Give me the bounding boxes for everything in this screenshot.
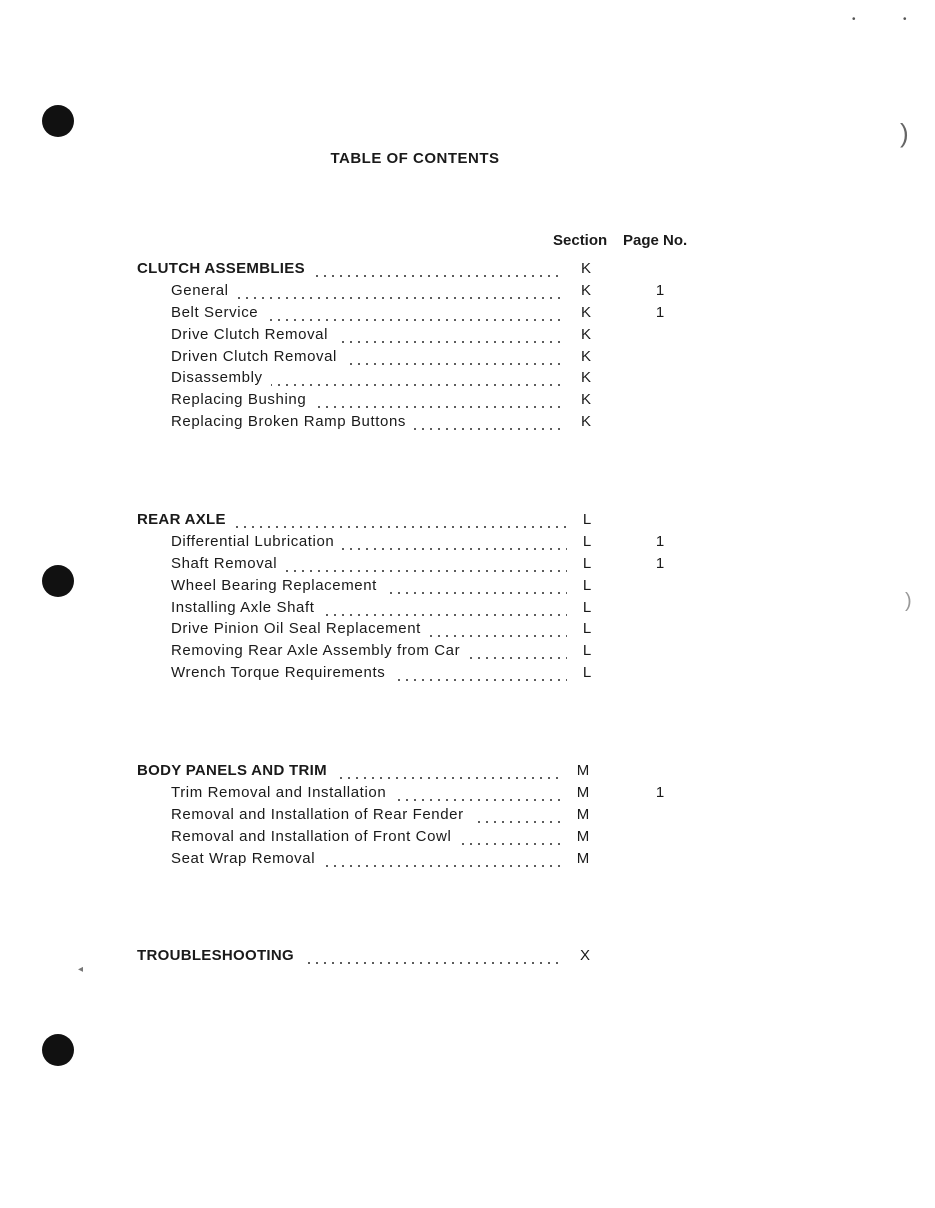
scan-mark: ) xyxy=(900,118,909,148)
toc-entry-label: Disassembly xyxy=(171,369,271,386)
toc-entry-label: Differential Lubrication xyxy=(171,533,342,550)
toc-heading xyxy=(0,945,935,967)
toc-group-rear-axle xyxy=(0,509,935,684)
toc-entry-label: Removal and Installation of Rear Fender xyxy=(171,806,472,823)
toc-entry xyxy=(0,367,935,389)
toc-section: K xyxy=(580,413,591,431)
toc-page: 1 xyxy=(655,554,665,572)
toc-section: L xyxy=(582,576,592,594)
toc-entry xyxy=(0,848,935,870)
toc-heading xyxy=(0,760,935,782)
toc-heading-label: TROUBLESHOOTING xyxy=(137,947,302,964)
toc-section: K xyxy=(580,347,591,365)
toc-section: L xyxy=(582,532,592,550)
toc-section: L xyxy=(582,664,592,682)
column-header-page: Page No. xyxy=(623,232,688,249)
toc-entry xyxy=(0,411,935,433)
scan-speck: ◂ xyxy=(78,964,84,975)
toc-entry xyxy=(0,597,935,619)
toc-entry xyxy=(0,280,935,302)
toc-entry xyxy=(0,346,935,368)
page-title: TABLE OF CONTENTS xyxy=(330,150,500,167)
toc-section: K xyxy=(580,260,591,277)
toc-entry-label: Wheel Bearing Replacement xyxy=(171,577,385,594)
toc-entry-label: Installing Axle Shaft xyxy=(171,599,323,616)
toc-heading xyxy=(0,258,935,280)
toc-heading-label: BODY PANELS AND TRIM xyxy=(137,762,335,779)
toc-entry xyxy=(0,324,935,346)
toc-section: L xyxy=(582,620,592,638)
toc-entry-label: Driven Clutch Removal xyxy=(171,348,345,365)
toc-entry-label: Shaft Removal xyxy=(171,555,285,572)
toc-heading-label: CLUTCH ASSEMBLIES xyxy=(137,260,313,277)
toc-page: 1 xyxy=(655,783,665,801)
toc-entry xyxy=(0,389,935,411)
toc-entry xyxy=(0,782,935,804)
toc-entry-label: Belt Service xyxy=(171,304,266,321)
toc-entry xyxy=(0,826,935,848)
toc-section: M xyxy=(576,762,590,779)
toc-entry xyxy=(0,302,935,324)
toc-section: K xyxy=(580,303,591,321)
toc-section: K xyxy=(580,369,591,387)
toc-entry-label: General xyxy=(171,282,237,299)
toc-section: L xyxy=(582,554,592,572)
toc-entry xyxy=(0,640,935,662)
toc-section: L xyxy=(582,642,592,660)
toc-entry xyxy=(0,618,935,640)
toc-entry-label: Replacing Broken Ramp Buttons xyxy=(171,413,414,430)
toc-entry-label: Removing Rear Axle Assembly from Car xyxy=(171,642,468,659)
toc-section: L xyxy=(582,511,592,528)
toc-page: 1 xyxy=(655,532,665,550)
toc-group-body-panels-and-trim xyxy=(0,760,935,869)
toc-section: L xyxy=(582,598,592,616)
toc-entry xyxy=(0,804,935,826)
punch-hole-top xyxy=(42,105,74,137)
toc-entry xyxy=(0,575,935,597)
toc-section: M xyxy=(576,805,590,823)
column-header-section: Section xyxy=(553,232,608,249)
toc-section: M xyxy=(576,827,590,845)
scan-speck: • xyxy=(903,14,907,25)
toc-entry-label: Trim Removal and Installation xyxy=(171,784,394,801)
toc-section: K xyxy=(580,391,591,409)
toc-section: K xyxy=(580,325,591,343)
toc-entry-label: Wrench Torque Requirements xyxy=(171,664,393,681)
toc-entry-label: Replacing Bushing xyxy=(171,391,314,408)
toc-entry xyxy=(0,662,935,684)
toc-entry-label: Removal and Installation of Front Cowl xyxy=(171,828,459,845)
toc-section: M xyxy=(576,849,590,867)
toc-page: 1 xyxy=(655,281,665,299)
toc-group-clutch-assemblies xyxy=(0,258,935,433)
toc-entry xyxy=(0,531,935,553)
toc-heading-label: REAR AXLE xyxy=(137,511,234,528)
toc-entry xyxy=(0,553,935,575)
toc-entry-label: Drive Clutch Removal xyxy=(171,326,336,343)
toc-section: M xyxy=(576,783,590,801)
toc-section: K xyxy=(580,281,591,299)
toc-group-troubleshooting xyxy=(0,945,935,967)
toc-heading xyxy=(0,509,935,531)
toc-section: X xyxy=(579,947,590,964)
toc-entry-label: Drive Pinion Oil Seal Replacement xyxy=(171,620,429,637)
punch-hole-bottom xyxy=(42,1034,74,1066)
scan-speck: • xyxy=(852,14,856,25)
scan-mark: ) xyxy=(905,590,912,612)
toc-entry-label: Seat Wrap Removal xyxy=(171,850,323,867)
toc-page: 1 xyxy=(655,303,665,321)
